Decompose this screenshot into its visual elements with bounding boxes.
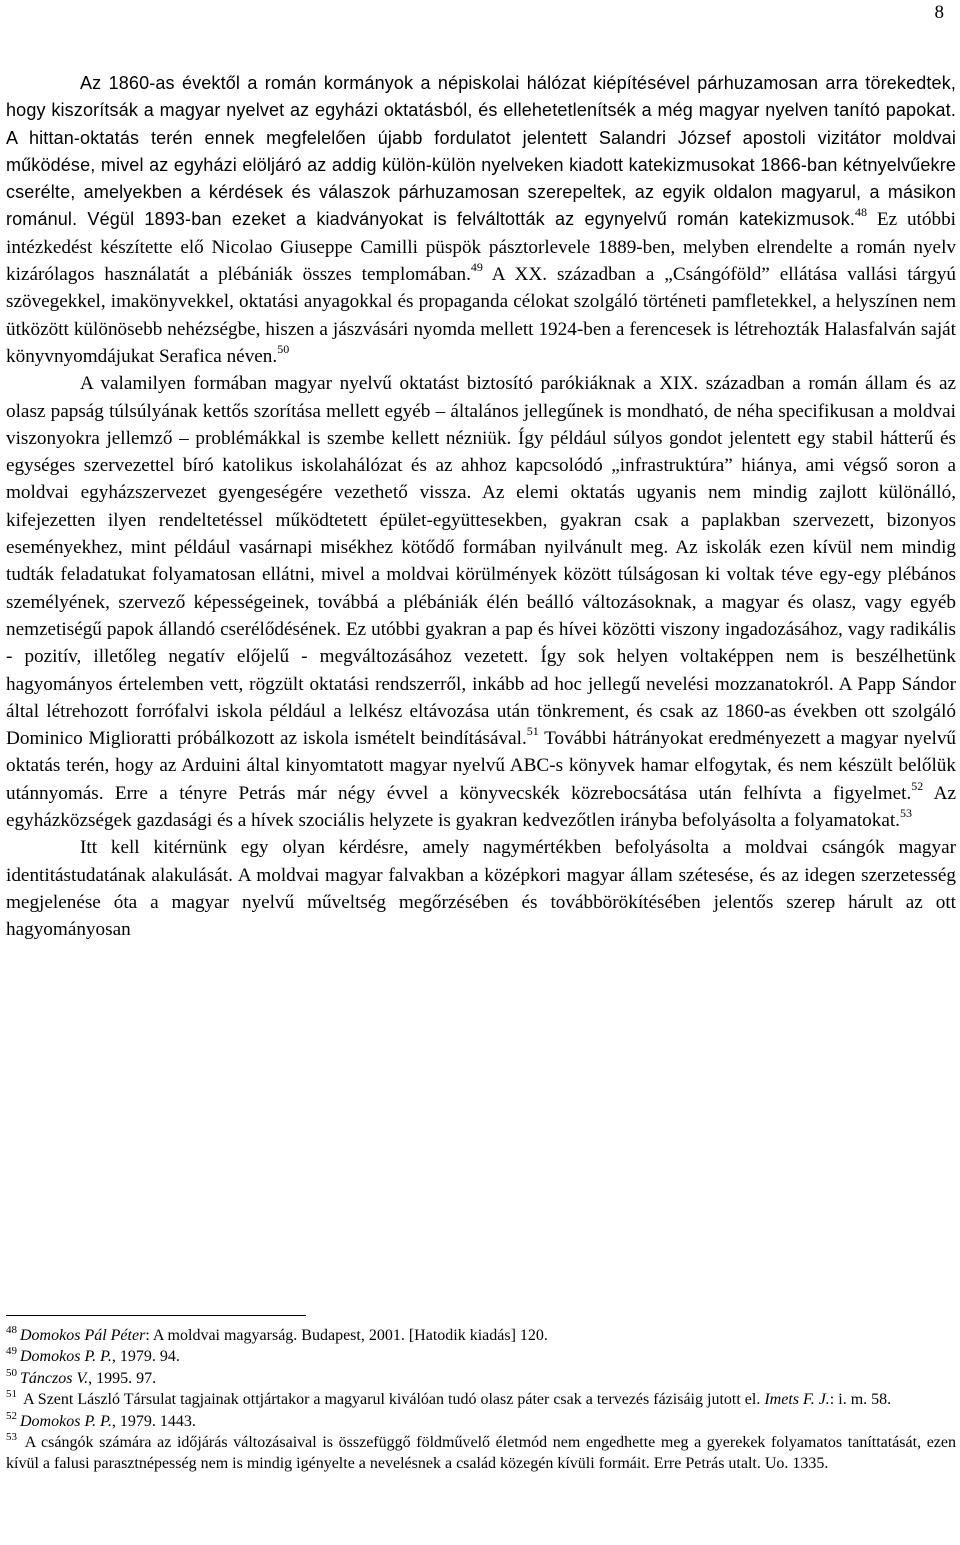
paragraph-text: További hátrányokat eredményezett a magyar nyelvű oktatás terén, hogy az Arduini által kinyomtatott magyar nyelvű ABC-s könyvek hamar elfogytak, és nem készült belőlük utánnyomás. Erre a tényre Petrás már négy évvel a könyvecskék közrebocsátása után felhívta a figyelmet.	[6, 728, 957, 804]
footnote-number: 50	[6, 1366, 17, 1379]
footnotes	[6, 1325, 956, 1475]
footnote-number: 52	[6, 1409, 17, 1422]
footnote-author: Domokos Pál Péter	[20, 1327, 146, 1344]
footnote-number: 51	[6, 1388, 17, 1401]
footnote-author: Domokos P. P.	[20, 1348, 112, 1366]
footnote-author: Tánczos V.	[20, 1369, 89, 1387]
paragraph-text: A valamilyen formában magyar nyelvű oktatást biztosító parókiáknak a XIX. században a román állam és az olasz papság túlsúlyának kettős szorítása mellett egyéb – általános jellegűnek is mondható, de néha specifikusan a moldvai viszonyokra jellemző – problémákkal is szembe kellett nézniük. Így például súlyos gondot jelentett egy stabil hátterű és egységes szervezettel bíró katolikus iskolahálózat és az ahhoz kapcsolódó „infrastruktúra” hiánya, ami végső soron a moldvai egyházszervezet gyengeségére vezethető vissza. Az elemi oktatás ugyanis nem mindig zajlott különálló, kifejezetten ilyen rendeltetéssel működtetett épület-együttesekben, gyakran csak a paplakban szervezett, bizonyos eseményekhez, mint például vasárnapi misékhez kötődő formában nyilvánult meg. Az iskolák ezen kívül nem mindig tudták feladatukat folyamatosan ellátni, mivel a moldvai körülmények között túlságosan ki voltak téve egy-egy plébános személyének, szervező képességeinek, továbbá a plébániák élén beálló változásoknak, a magyar és olasz, vagy egyéb nemzetiségű papok állandó cserélődésének. Ez utóbbi gyakran a pap és hívei közötti viszony ingadozásához, vagy radikális - pozitív, illetőleg negatív előjelű - megváltozásához vezetett. Így sok helyen voltaképpen nem is beszélhetünk hagyományos értelemben vett, rögzült oktatási rendszerről, inkább ad hoc jellegű nevelési mozzanatokról. A Papp Sándor által létrehozott forrófalvi iskola például a lelkész eltávozása után tönkrement, és csak az 1860-as években ott szolgáló Dominico Miglioratti próbálkozott az iskola ismételt beindításával.	[6, 373, 956, 750]
footnote-50	[6, 1368, 956, 1389]
footnote-text	[6, 1434, 956, 1472]
paragraph-text: Itt kell kitérnünk egy olyan kérdésre, amely nagymértékben befolyásolta a moldvai csángók magyar identitástudatának alakulását. A moldvai magyar falvakban a középkori magyar állam szétesése, és az idegen szerzetesség megjelenése óta a magyar nyelvű műveltség megőrzésében és továbbörökítésében jelentős szerep hárult az ott hagyományosan	[6, 837, 956, 941]
footnote-number: 53	[6, 1431, 17, 1444]
footnote-49	[6, 1346, 956, 1367]
footnote-text	[20, 1348, 180, 1365]
body-paragraph	[6, 834, 956, 943]
paragraph-text: Az 1860-as évektől a román kormányok a népiskolai hálózat kiépítésével párhuzamosan arra törekedtek, hogy kiszorítsák a magyar nyelvet az egyházi oktatásból, és ellehetetlenítsék a még magyar nyelven tanító papokat. A hittan-oktatás terén ennek megfelelően újabb fordulatot jelentett Salandri József apostoli vizitátor moldvai működése, mivel az egyházi elöljáró az addig külön-külön nyelveken kiadott katekizmusokat 1866-ban kétnyelvűekre cserélte, amelyekben a kérdések és válaszok párhuzamosan szerepeltek, az egyik oldalon magyarul, a másikon románul. Végül 1893-ban ezeket a kiadványokat is felváltották az egynyelvű román katekizmusok.	[6, 73, 956, 230]
footnote-reference: 53	[899, 806, 912, 821]
footnote-53	[6, 1432, 956, 1475]
footnote-reference: 50	[277, 341, 290, 356]
footnote-divider	[6, 1315, 306, 1316]
footnote-citation: A Szent László Társulat tagjainak ottjártakor a magyarul kiválóan tudó olasz páter csak a tervezés fázisáig jutott el.	[20, 1391, 765, 1409]
footnote-citation: : A moldvai magyarság. Budapest, 2001. [Hatodik kiadás] 120.	[145, 1327, 548, 1344]
footnote-citation: A csángók számára az időjárás változásaival is összefüggő földművelő életmód nem engedhette meg a gyerekek folyamatos taníttatását, ezen kívül a falusi parasztnépesség nem is mindig igényelte a nevelésnek a család közegén kívüli formáit. Erre Petrás utalt. Uo. 1335.	[6, 1434, 956, 1473]
paragraph-text: A XX. században a „Csángóföld” ellátása vallási tárgyú szövegekkel, imakönyvekkel, oktatási anyagokkal és propaganda célokat szolgáló történeti pamfletekkel, a helyszínen nem ütközött különösebb nehézségbe, hiszen a jászvásári nyomda mellett 1924-ben a ferencesek is létrehozták Halasfalván saját könyvnyomdájukat Serafica néven.	[6, 264, 956, 367]
footnote-reference: 52	[911, 778, 924, 793]
body-paragraph	[6, 370, 956, 834]
footnote-citation: , 1979. 94.	[111, 1348, 180, 1366]
footnote-text	[20, 1391, 891, 1408]
footnote-number: 49	[6, 1345, 17, 1358]
footnote-reference: 51	[526, 724, 539, 739]
paragraph-text: Ez utóbbi intézkedést készítette elő Nicolao Giuseppe Camilli püspök pásztorlevele 1889-ben, melyben elrendelte a román nyelv kizárólagos használatát a plébániák összes templomában.	[6, 209, 956, 286]
footnote-52	[6, 1411, 956, 1432]
footnote-author: Imets F. J.	[764, 1391, 830, 1409]
footnote-text	[20, 1413, 196, 1430]
footnote-reference: 48	[855, 205, 868, 220]
body-paragraph	[6, 70, 956, 370]
page-number: 8	[934, 2, 944, 23]
footnote-citation: : i. m. 58.	[829, 1391, 892, 1409]
paragraph-text: Az egyházközségek gazdasági és a hívek szociális helyzete is gyakran kedvezőtlen irányba befolyásolta a folyamatokat.	[6, 782, 956, 832]
footnote-text	[20, 1370, 156, 1387]
footnote-reference: 49	[470, 260, 483, 275]
footnote-number: 48	[6, 1324, 17, 1336]
footnote-citation: , 1979. 1443.	[111, 1412, 196, 1430]
footnote-text	[20, 1327, 548, 1344]
footnote-51	[6, 1389, 956, 1410]
footnote-citation: , 1995. 97.	[88, 1369, 157, 1387]
body-text	[6, 70, 956, 944]
footnote-author: Domokos P. P.	[20, 1412, 112, 1430]
footnote-48	[6, 1325, 956, 1346]
